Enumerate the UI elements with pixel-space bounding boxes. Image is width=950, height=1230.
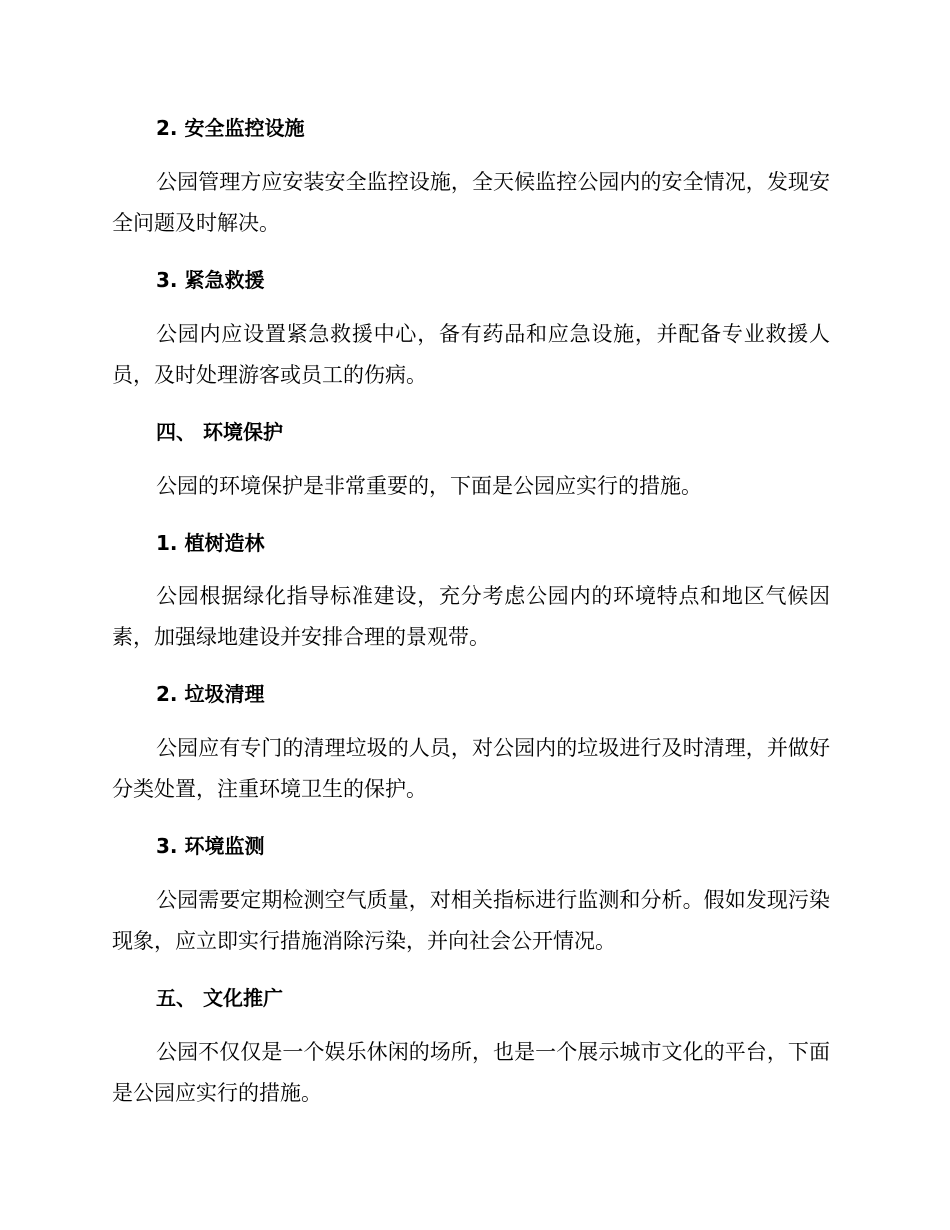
body-paragraph: 公园内应设置紧急救援中心，备有药品和应急设施，并配备专业救援人员，及时处理游客或员工的伤病。 — [112, 322, 830, 387]
section-heading: 1. 植树造林 — [156, 531, 265, 555]
body-paragraph: 公园需要定期检测空气质量，对相关指标进行监测和分析。假如发现污染现象，应立即实行措施消除污染，并向社会公开情况。 — [112, 888, 830, 953]
body-paragraph: 公园根据绿化指导标准建设，充分考虑公园内的环境特点和地区气候因素，加强绿地建设并安排合理的景观带。 — [112, 584, 830, 649]
body-paragraph: 公园管理方应安装安全监控设施，全天候监控公园内的安全情况，发现安全问题及时解决。 — [112, 170, 830, 235]
section-heading: 3. 紧急救援 — [156, 268, 265, 292]
section-heading: 3. 环境监测 — [156, 834, 265, 858]
body-paragraph: 公园不仅仅是一个娱乐休闲的场所，也是一个展示城市文化的平台，下面是公园应实行的措施。 — [112, 1040, 830, 1105]
section-heading: 2. 安全监控设施 — [156, 116, 305, 140]
section-heading: 2. 垃圾清理 — [156, 682, 265, 706]
section-heading: 五、 文化推广 — [156, 986, 283, 1010]
section-heading: 四、 环境保护 — [156, 420, 283, 444]
body-paragraph: 公园的环境保护是非常重要的，下面是公园应实行的措施。 — [156, 474, 702, 498]
body-paragraph: 公园应有专门的清理垃圾的人员，对公园内的垃圾进行及时清理，并做好分类处置，注重环境卫生的保护。 — [112, 736, 830, 801]
